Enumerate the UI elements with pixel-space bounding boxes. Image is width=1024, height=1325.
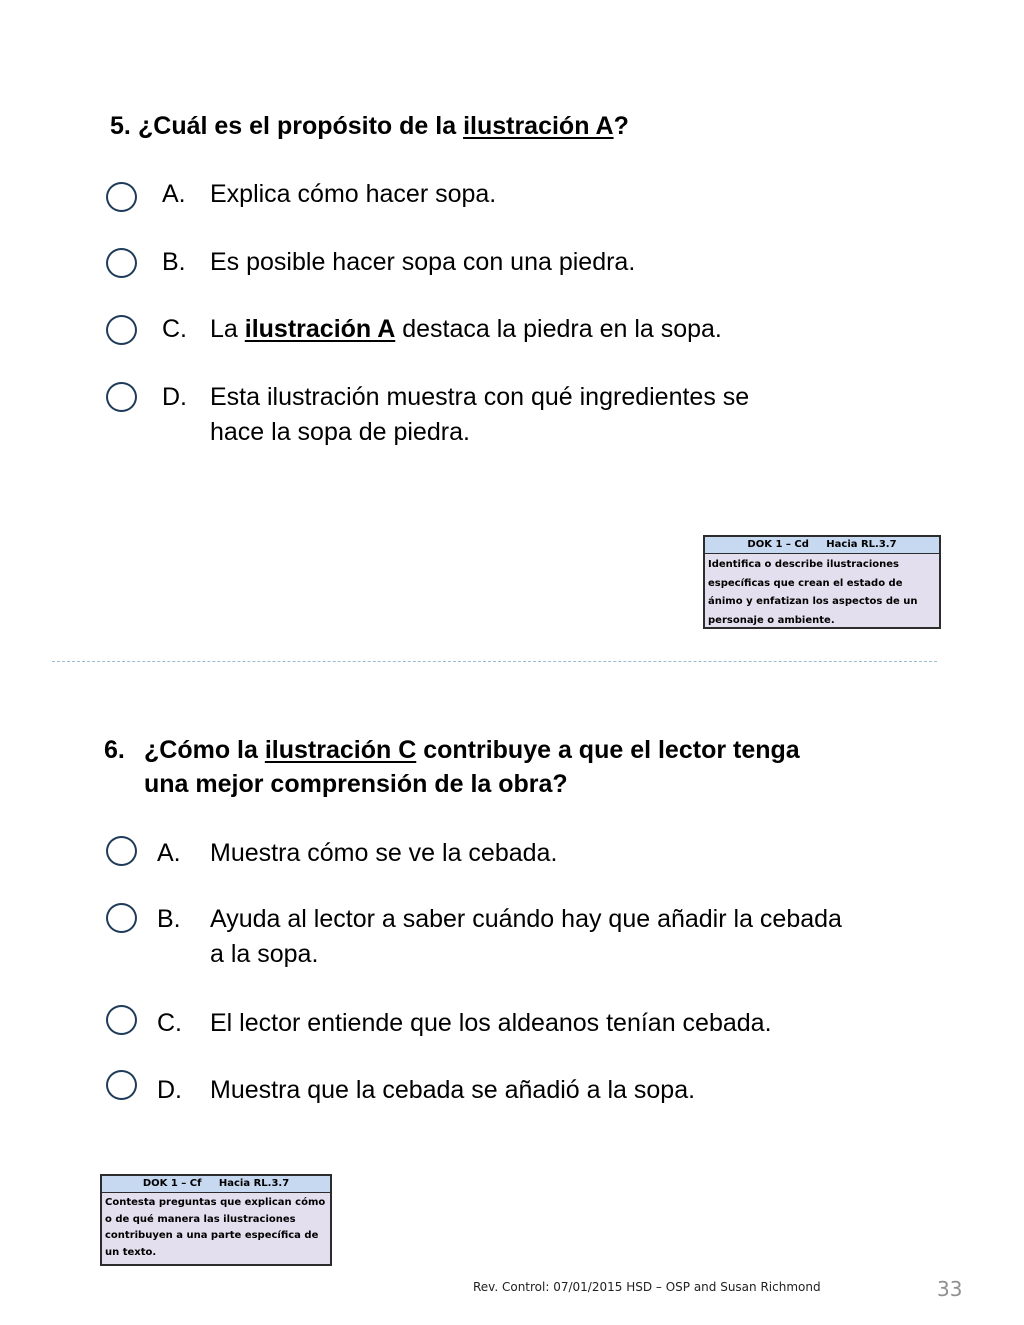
dok-description: Contesta preguntas que explican cómo o de qué manera las ilustraciones contribuyen a una parte específica de un texto. <box>105 1197 326 1258</box>
option-letter: B. <box>162 248 186 276</box>
q6-option-c-radio[interactable] <box>106 1005 137 1035</box>
option-letter: D. <box>157 1076 182 1104</box>
section-divider <box>52 661 937 662</box>
q5-option-b-radio[interactable] <box>106 248 137 278</box>
q5-option-a <box>162 177 922 213</box>
option-text: Muestra cómo se ve la cebada. <box>210 839 558 867</box>
question-6-number: 6. <box>104 736 125 764</box>
question-6-text: ¿Cómo la <box>144 736 265 764</box>
dok-standard-box-q5 <box>703 535 941 629</box>
illustration-a-reference: ilustración A <box>463 112 614 140</box>
q6-option-a <box>157 836 957 872</box>
q5-option-c: C. La ilustración A destaca la piedra en la sopa. <box>162 312 922 348</box>
option-text: La <box>210 315 245 343</box>
option-text: Muestra que la cebada se añadió a la sopa. <box>210 1076 696 1104</box>
dok-header: DOK 1 – Cf Hacia RL.3.7 <box>102 1176 330 1193</box>
option-text: El lector entiende que los aldeanos tenían cebada. <box>210 1009 772 1037</box>
option-letter: A. <box>162 180 186 208</box>
q5-option-d-radio[interactable] <box>106 382 137 412</box>
q5-option-c-radio[interactable] <box>106 315 137 345</box>
question-6-stem: 6. ¿Cómo la ilustración C contribuye a que el lector tenga una mejor comprensión de la obra? <box>104 733 964 803</box>
q6-option-b-radio[interactable] <box>106 903 137 933</box>
q6-option-c <box>157 1006 957 1042</box>
question-5-stem: 5. ¿Cuál es el propósito de la ilustración A? <box>110 109 910 145</box>
dok-header: DOK 1 – Cd Hacia RL.3.7 <box>705 537 939 554</box>
option-text: Explica cómo hacer sopa. <box>210 180 497 208</box>
illustration-a-reference: ilustración A <box>244 315 396 343</box>
option-text: Es posible hacer sopa con una piedra. <box>210 248 636 276</box>
q6-option-d-radio[interactable] <box>106 1070 137 1100</box>
question-5-number: 5. <box>110 112 131 140</box>
option-text: Esta ilustración muestra con qué ingredientes se hace la sopa de piedra. <box>210 383 750 446</box>
q5-option-b <box>162 245 922 281</box>
option-text: Ayuda al lector a saber cuándo hay que añadir la cebada a la sopa. <box>210 905 842 968</box>
option-letter: B. <box>157 905 181 933</box>
option-letter: D. <box>162 383 187 411</box>
dok-standard-box-q6 <box>100 1174 332 1266</box>
dok-description: Identifica o describe ilustraciones específicas que crean el estado de ánimo y enfatizan los aspectos de un personaje o ambiente. <box>708 559 918 626</box>
illustration-c-reference: ilustración C <box>264 736 417 764</box>
page-number: 33 <box>937 1277 963 1301</box>
q5-option-a-radio[interactable] <box>106 182 137 212</box>
option-letter: A. <box>157 839 181 867</box>
footer-rev-control: Rev. Control: 07/01/2015 HSD – OSP and Susan Richmond <box>473 1280 821 1294</box>
option-letter: C. <box>157 1009 182 1037</box>
q6-option-a-radio[interactable] <box>106 836 137 866</box>
question-5-text: ¿Cuál es el propósito de la <box>138 112 464 140</box>
q6-option-d <box>157 1073 957 1109</box>
q5-option-d <box>162 380 922 452</box>
q6-option-b <box>157 902 957 974</box>
option-letter: C. <box>162 315 187 343</box>
